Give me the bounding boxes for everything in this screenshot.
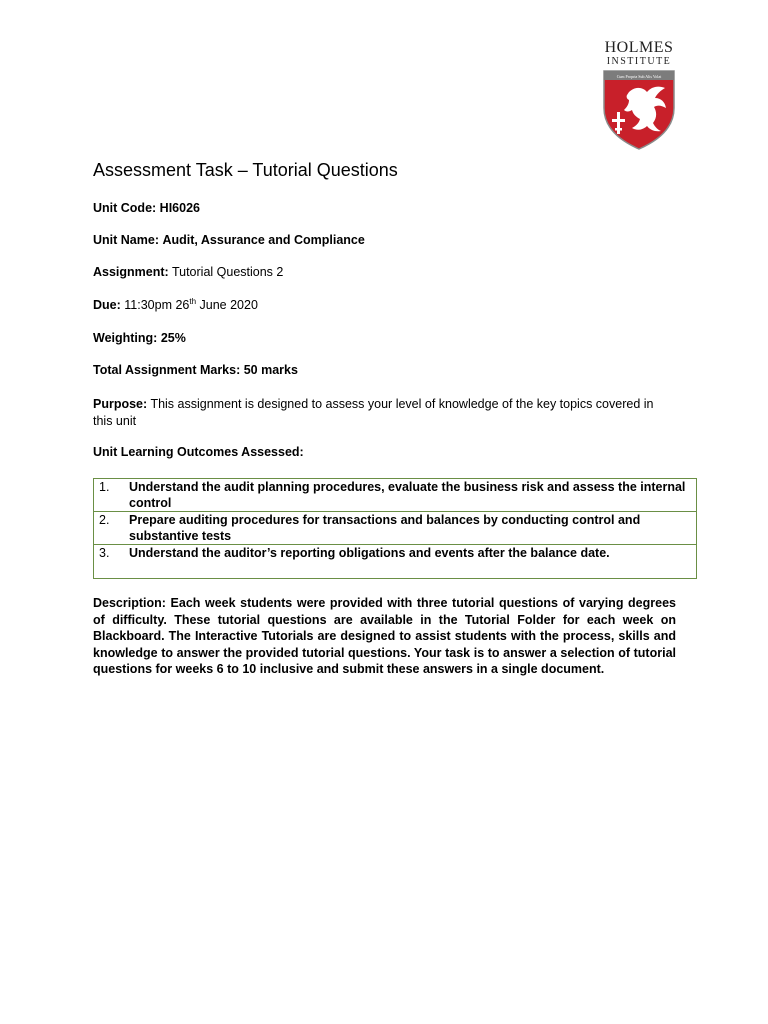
due-value-month: June 2020 xyxy=(196,298,258,312)
due-value xyxy=(124,298,258,312)
outcome-text: Understand the auditor’s reporting obligations and events after the balance date. xyxy=(129,546,610,560)
outcome-number: 2. xyxy=(94,512,130,545)
outcome-number: 3. xyxy=(99,546,110,560)
logo-wordmark-main: HOLMES xyxy=(604,39,674,56)
unit-code-value: HI6026 xyxy=(159,201,200,215)
table-row xyxy=(94,545,697,579)
outcomes-heading-text: Unit Learning Outcomes Assessed: xyxy=(93,445,304,459)
weighting-label: Weighting: xyxy=(93,331,158,345)
logo-wordmark xyxy=(596,40,682,67)
purpose-label: Purpose: xyxy=(93,397,148,411)
due-value-date: 11:30pm 26 xyxy=(124,298,190,312)
outcome-text: Understand the audit planning procedures, evaluate the business risk and assess the internal control xyxy=(129,479,697,512)
assignment-value: Tutorial Questions 2 xyxy=(171,265,284,279)
logo-wordmark-sub: INSTITUTE xyxy=(606,56,672,67)
description-label: Description: xyxy=(93,596,166,610)
outcome-text: Prepare auditing procedures for transactions and balances by conducting control and substantive tests xyxy=(129,512,697,545)
due-line xyxy=(93,298,258,312)
unit-code-line xyxy=(93,201,200,215)
unit-code-label: Unit Code: xyxy=(93,201,157,215)
logo-motto: Cum Propria Sub Alis Volat xyxy=(616,74,662,79)
total-marks-line xyxy=(93,363,298,377)
outcome-number: 1. xyxy=(94,479,130,512)
weighting-line xyxy=(93,331,186,345)
unit-name-line xyxy=(93,233,365,247)
table-row xyxy=(94,512,697,545)
total-marks-label: Total Assignment Marks: xyxy=(93,363,241,377)
description-paragraph xyxy=(93,595,676,678)
total-marks-value: 50 marks xyxy=(243,363,298,377)
weighting-value: 25% xyxy=(160,331,186,345)
page-title: Assessment Task – Tutorial Questions xyxy=(93,160,398,180)
description-text: Each week students were provided with three tutorial questions of varying degrees of difficulty. These tutorial questions are available in the Tutorial Folder for each week on Blackboard. The Interactive Tutorials are designed to assist students with the process, skills and knowledge to answer the provided tutorial questions. Your task is to answer a selection of tutorial questions for weeks 6 to 10 inclusive and submit these answers in a single document. xyxy=(93,596,676,676)
outcomes-heading xyxy=(93,445,304,459)
table-row xyxy=(94,479,697,512)
purpose-text: This assignment is designed to assess your level of knowledge of the key topics covered in this unit xyxy=(93,397,654,428)
assignment-label: Assignment: xyxy=(93,265,169,279)
unit-name-label: Unit Name: xyxy=(93,233,159,247)
holmes-institute-logo xyxy=(596,40,682,150)
due-value-suffix: th xyxy=(189,296,197,306)
unit-name-value: Audit, Assurance and Compliance xyxy=(162,233,365,247)
due-label: Due: xyxy=(93,298,121,312)
assignment-line xyxy=(93,265,283,279)
shield-griffin-icon xyxy=(603,70,675,150)
learning-outcomes-table xyxy=(93,478,697,579)
purpose-paragraph xyxy=(93,396,676,429)
